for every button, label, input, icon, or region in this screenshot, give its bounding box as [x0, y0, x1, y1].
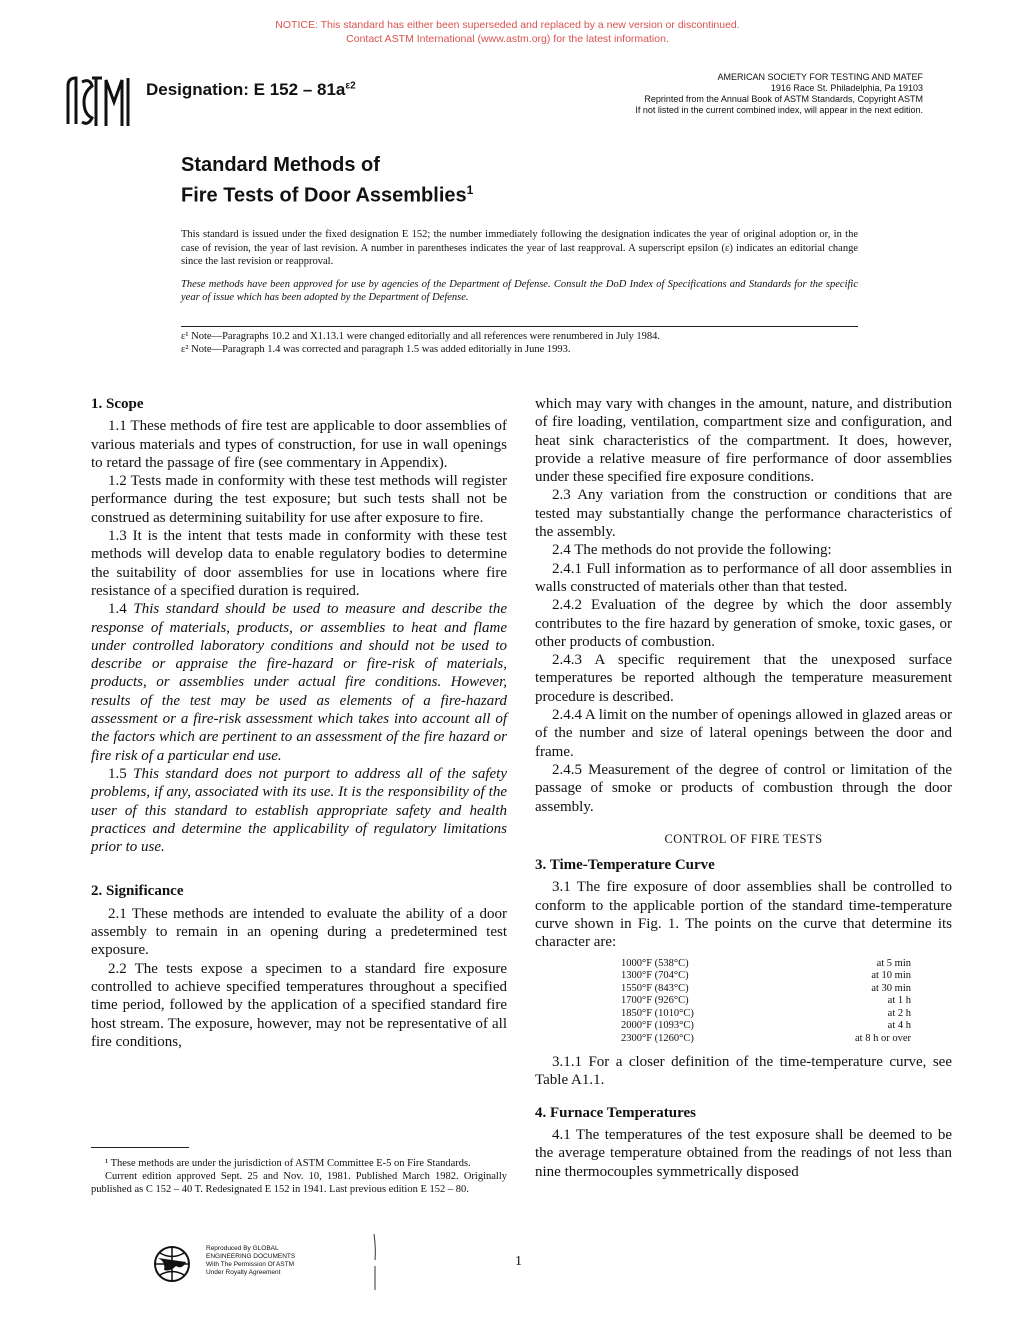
para-2-4-4: 2.4.4 A limit on the number of openings allowed in glazed areas or of the number and size of lateral openings between the door and frame. [535, 707, 952, 760]
editorial-note-1: ε¹ Note—Paragraphs 10.2 and X1.13.1 were changed editorially and all references were renumbered in July 1984. [181, 331, 661, 342]
intro-block [181, 228, 858, 314]
para-2-4-1: 2.4.1 Full information as to performance of all door assemblies in walls constructed of materials other than that tested. [535, 560, 952, 595]
curve-temp: 1700°F (926°C) [621, 995, 689, 1007]
footnote-1: ¹ These methods are under the jurisdiction of ASTM Committee E-5 on Fire Standards. [105, 1158, 471, 1169]
society-line-2: 1916 Race St. Philadelphia, Pa 19103 [770, 83, 923, 93]
table-row [621, 1020, 911, 1033]
society-line-3: Reprinted from the Annual Book of ASTM Standards, Copyright ASTM [644, 94, 923, 104]
heading-significance: 2. Significance [91, 883, 184, 900]
para-2-4-5: 2.4.5 Measurement of the degree of control or limitation of the passage of smoke or products of combustion through the door assembly. [535, 761, 952, 815]
para-2-4-2: 2.4.2 Evaluation of the degree by which the door assembly contributes to the fire hazard by generation of smoke, toxic gases, or other products of combustion. [535, 597, 952, 650]
curve-points-table [621, 958, 911, 1046]
astm-logo-icon [62, 72, 132, 132]
notice-line-1: NOTICE: This standard has either been superseded and replaced by a new version or discontinued. [275, 19, 740, 31]
title-footnote-ref: 1 [466, 183, 474, 197]
notice-banner [0, 18, 1015, 46]
curve-time: at 4 h [887, 1020, 911, 1032]
para-4-1: 4.1 The temperatures of the test exposure shall be deemed to be the average temperature obtained from the readings of not less than nine thermocouples symmetrically disposed [535, 1127, 952, 1180]
heading-scope: 1. Scope [91, 396, 144, 412]
designation [146, 80, 356, 100]
curve-time: at 5 min [876, 957, 911, 969]
para-1-2: 1.2 Tests made in conformity with these test methods will register performance during the test exposure; but such tests shall not be construed as determining suitability for use after exposure to fire. [91, 473, 507, 526]
para-2-4-3: 2.4.3 A specific requirement that the unexposed surface temperatures be reported although the temperature measurement procedure is described. [535, 652, 952, 705]
editorial-notes [181, 330, 858, 356]
table-row [621, 983, 911, 996]
table-row [621, 1033, 911, 1046]
para-3-1-1: 3.1.1 For a closer definition of the time-temperature curve, see Table A1.1. [535, 1054, 952, 1089]
globe-logo-icon [146, 1244, 198, 1284]
curve-temp: 1300°F (704°C) [621, 970, 689, 982]
society-info [563, 72, 923, 116]
heading-control: CONTROL OF FIRE TESTS [664, 831, 823, 846]
para-1-5 [91, 765, 507, 856]
society-line-4: If not listed in the current combined index, will appear in the next edition. [635, 105, 923, 115]
para-1-5-text: This standard does not purport to address all of the safety problems, if any, associated with its use. It is the responsibility of the user of this standard to establish appropriate safety and health practices and determine the applicability of regulatory limitations prior to use. [91, 765, 508, 856]
society-line-1: AMERICAN SOCIETY FOR TESTING AND MATEF [717, 72, 923, 82]
intro-para-1: This standard is issued under the fixed designation E 152; the number immediately following the designation indicates the year of original adoption or, in the case of revision, the year of last revision. A number in parentheses indicates the year of last reapproval. A superscript epsilon (ε) indicates an editorial change since the last revision or reapproval. [181, 229, 858, 267]
curve-temp: 1850°F (1010°C) [621, 1007, 694, 1019]
para-1-1: 1.1 These methods of fire test are applicable to door assemblies of various materials and types of construction, for use in wall openings to retard the passage of fire (see commentary in Appendix). [91, 418, 507, 471]
para-1-3: 1.3 It is the intent that tests made in conformity with these test methods will develop data to enable regulatory bodies to determine the suitability of door assemblies for use in locations where fire resistance of a specified duration is required. [91, 528, 507, 599]
document-title [181, 153, 473, 209]
para-1-4 [91, 600, 507, 765]
footnote-2: Current edition approved Sept. 25 and Nov. 10, 1981. Published March 1982. Originally published as C 152 – 40 T. Redesignated E 152 in 1941. Last previous edition E 152 – 80. [91, 1171, 507, 1195]
para-2-3: 2.3 Any variation from the construction or conditions that are tested may substantially change the performance characteristics of the assembly. [535, 487, 952, 541]
repro-line-3: With The Permission Of ASTM [206, 1261, 295, 1268]
curve-temp: 2300°F (1260°C) [621, 1032, 694, 1044]
para-2-1: 2.1 These methods are intended to evaluate the ability of a door assembly to remain in an opening during a predetermined test exposure. [91, 905, 507, 959]
right-column [535, 395, 952, 1181]
left-column [91, 395, 507, 1051]
curve-time: at 10 min [871, 970, 911, 982]
curve-temp: 1550°F (843°C) [621, 982, 689, 994]
intro-para-2: These methods have been approved for use by agencies of the Department of Defense. Consult the DoD Index of Specifications and Standards for the specific year of issue which has been adopted by the Department of Defense. [181, 278, 858, 303]
para-2-2-cont: which may vary with changes in the amount, nature, and distribution of fire loading, ventilation, compartment size and configuration, and heat sink characteristics of the compartment. It does, however, provide a relative measure of fire performance of door assemblies under these specified fire exposure conditions. [535, 396, 952, 486]
repro-line-2: ENGINEERING DOCUMENTS [206, 1253, 296, 1260]
notice-line-2: Contact ASTM International (www.astm.org) for the latest information. [346, 33, 669, 45]
curve-time: at 1 h [887, 995, 911, 1007]
designation-sup: ε2 [345, 80, 356, 92]
repro-line-1: Reproduced By GLOBAL [206, 1245, 279, 1252]
curve-time: at 2 h [887, 1007, 911, 1019]
curve-temp: 2000°F (1093°C) [621, 1020, 694, 1032]
curve-time: at 8 h or over [855, 1032, 911, 1044]
para-3-1: 3.1 The fire exposure of door assemblies shall be controlled to conform to the applicable portion of the standard time-temperature curve shown in Fig. 1. The points on the curve that determine its character are: [535, 879, 952, 951]
curve-time: at 30 min [871, 982, 911, 994]
page-number: 1 [515, 1254, 522, 1269]
repro-line-4: Under Royalty Agreement [206, 1269, 281, 1276]
table-row [621, 1008, 911, 1021]
svg-text:ASTM: ASTM [64, 130, 67, 131]
footnote [91, 1157, 507, 1196]
table-row [621, 995, 911, 1008]
designation-text: Designation: E 152 – 81a [146, 80, 346, 99]
para-1-4-num: 1.4 [108, 601, 127, 618]
para-1-4-text: This standard should be used to measure and describe the response of materials, products, or assemblies to heat and flame under controlled laboratory conditions and should not be used to describe or appraise the fire-hazard or fire-risk of materials, products, or assemblies under actual fire conditions. However, results of the test may be used as elements of a fire-hazard assessment or a fire-risk assessment which takes into account all of the factors which are pertinent to an assessment of the fire hazard or fire risk of a particular end use. [91, 601, 507, 764]
para-2-2: 2.2 The tests expose a specimen to a standard fire exposure controlled to achieve specified temperatures throughout a specified time period, followed by the application of a specified standard fire host stream. The exposure, however, may not be representative of all fire conditions, [91, 960, 507, 1050]
table-row [621, 958, 911, 971]
para-1-5-num: 1.5 [108, 765, 127, 782]
heading-time-temperature: 3. Time-Temperature Curve [535, 857, 715, 874]
heading-furnace-temperatures: 4. Furnace Temperatures [535, 1104, 696, 1121]
editorial-note-2: ε² Note—Paragraph 1.4 was corrected and paragraph 1.5 was added editorially in June 1993. [181, 344, 571, 355]
title-line-2: Fire Tests of Door Assemblies [181, 184, 467, 207]
para-2-4: 2.4 The methods do not provide the following: [552, 542, 832, 559]
table-row [621, 970, 911, 983]
reproduction-notice [206, 1245, 295, 1277]
divider [181, 326, 858, 327]
scan-mark [372, 1232, 378, 1292]
footnote-divider [91, 1147, 189, 1148]
title-line-1: Standard Methods of [181, 154, 380, 176]
curve-temp: 1000°F (538°C) [621, 957, 689, 969]
